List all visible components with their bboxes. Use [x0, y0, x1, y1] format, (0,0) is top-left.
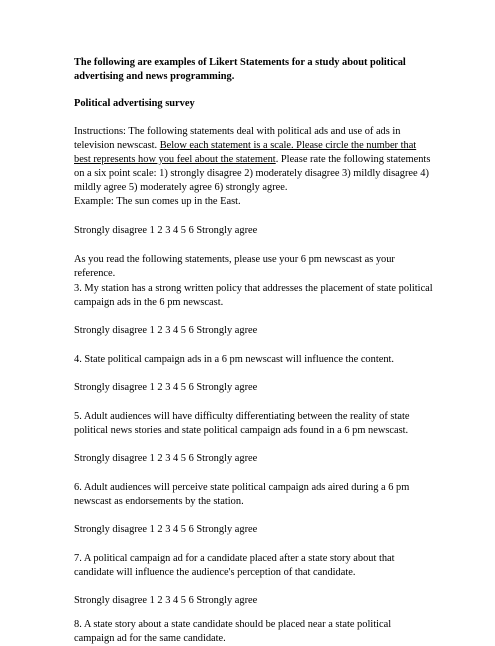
statement-4-scale: Strongly disagree 1 2 3 4 5 6 Strongly agree: [74, 382, 258, 393]
statement-3-scale: Strongly disagree 1 2 3 4 5 6 Strongly agree: [74, 325, 258, 336]
document-title: The following are examples of Likert Statements for a study about political advertising and news programming.: [74, 57, 406, 82]
survey-heading: Political advertising survey: [74, 98, 195, 109]
statement-8: 8. A state story about a state candidate should be placed near a state political campaign ad for the same candidate.: [74, 619, 392, 644]
statement-7-scale: Strongly disagree 1 2 3 4 5 6 Strongly agree: [74, 595, 258, 606]
instructions-lead: Instructions: The following statements deal with political ads and use of ads in television newscast.: [74, 126, 401, 151]
statement-6: 6. Adult audiences will perceive state political campaign ads aired during a 6 pm newscast as endorsements by the station.: [74, 482, 410, 507]
example-scale: Strongly disagree 1 2 3 4 5 6 Strongly agree: [74, 225, 258, 236]
statement-5-scale: Strongly disagree 1 2 3 4 5 6 Strongly agree: [74, 453, 258, 464]
instructions-paragraph: [74, 125, 434, 195]
statement-7: 7. A political campaign ad for a candidate placed after a state story about that candidate will influence the audience's perception of that candidate.: [74, 553, 395, 578]
instructions-underlined: Below each statement is a scale. Please circle the number that best represents how you feel about the statement: [74, 140, 417, 165]
statement-5: 5. Adult audiences will have difficulty differentiating between the reality of state political news stories and state political campaign ads found in a 6 pm newscast.: [74, 411, 410, 436]
reference-note: As you read the following statements, please use your 6 pm newscast as your reference.: [74, 254, 395, 279]
statement-4: 4. State political campaign ads in a 6 pm newscast will influence the content.: [74, 354, 394, 365]
statement-6-scale: Strongly disagree 1 2 3 4 5 6 Strongly agree: [74, 524, 258, 535]
instructions-tail: . Please rate the following statements on a six point scale: 1) strongly disagree 2) moderately disagree 3) mildly disagree 4) mildly agree 5) moderately agree 6) strongly agree.: [74, 154, 431, 193]
example-statement: Example: The sun comes up in the East.: [74, 196, 241, 207]
statement-3: 3. My station has a strong written policy that addresses the placement of state political campaign ads in the 6 pm newscast.: [74, 283, 433, 308]
